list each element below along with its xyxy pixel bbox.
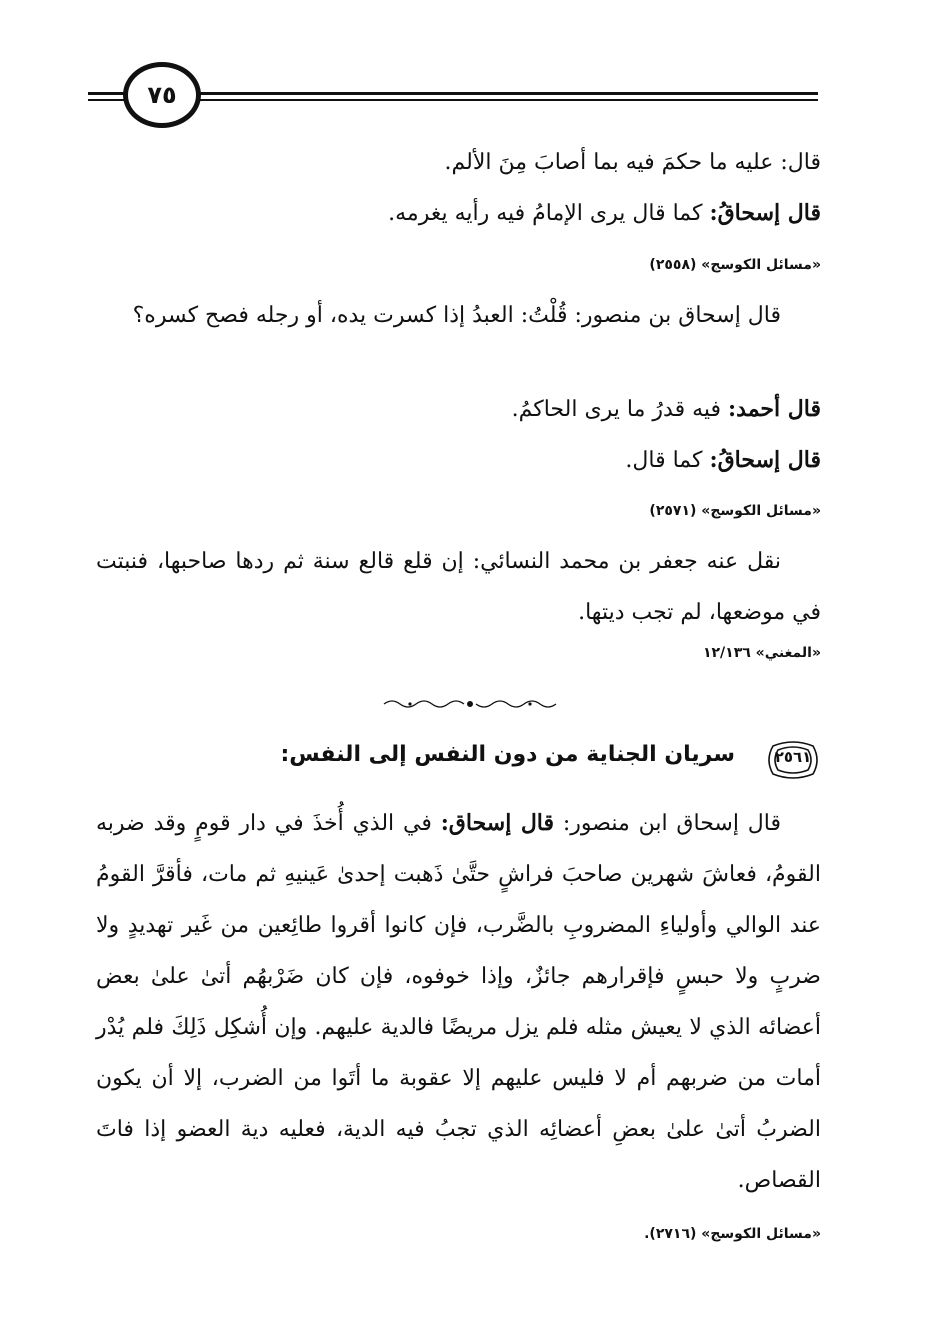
page-number: ٧٥ — [147, 81, 177, 109]
section-number: ٢٥٦١ — [774, 748, 812, 766]
block2-line2 — [96, 447, 821, 473]
block2-paragraph: قال إسحاق بن منصور: قُلْتُ: العبدُ إذا كسرت يده، أو رجله فصح كسره؟ — [132, 303, 781, 328]
block1-line1 — [96, 150, 821, 175]
section-paragraph-text: في الذي أُخذَ في دار قومٍ وقد ضربه القومُ، فعاشَ شهرين صاحبَ فراشٍ حتَّىٰ ذَهبت إحدىٰ عَينيهِ ثم مات، فأقرَّ القومُ عند الوالي وأولياءِ المضروبِ بالضَّرب، فإن كانوا أقروا طائِعين من غَير تهديدٍ ولا ضربٍ ولا حبسٍ فإقرارهم جائزٌ، وإذا خوفوه، فإن كان ضَرْبهُم أتىٰ علىٰ بعض أعضائه الذي لا يعيش مثله فلم يزل مريضًا فالدية عليهم. وإن أُشكِل ذَلِكَ فلم يُدْر أمات من ضربهم أم لا فليس عليهم إلا عقوبة ما أتَوا من الضرب، إلا أن يكون الضربُ أتىٰ علىٰ بعضِ أعضائِه الذي تجبُ فيه الدية، فعليه دية العضو إذا فاتَ القصاص. — [96, 811, 822, 1193]
section-heading-row — [200, 738, 821, 784]
block2-line2-speaker: قال إسحاقُ: — [709, 447, 821, 473]
block2-source: «مسائل الكوسج» (٢٥٧١) — [649, 503, 821, 519]
block1-source: «مسائل الكوسج» (٢٥٥٨) — [649, 257, 821, 273]
block2-line1 — [96, 396, 821, 422]
ornament-divider — [380, 697, 560, 711]
block1-line2-speaker: قال إسحاقُ: — [709, 200, 821, 226]
block1-line1-text: قال: عليه ما حكمَ فيه بما أصابَ مِنَ الألم. — [444, 150, 821, 175]
block1-line2 — [96, 200, 821, 226]
block2-line1-speaker: قال أحمد: — [728, 396, 821, 422]
section-source: «مسائل الكوسج» (٢٧١٦). — [644, 1226, 821, 1242]
block2-line2-text: كما قال. — [625, 448, 710, 473]
page-number-circle — [123, 62, 201, 128]
block3-source: «المغني» ١٢/١٣٦ — [702, 645, 821, 661]
section-paragraph-lead: قال إسحاق ابن منصور: — [554, 811, 781, 836]
block3-paragraph: نقل عنه جعفر بن محمد النسائي: إن قلع قالع سنة ثم ردها صاحبها، فنبتت في موضعها، لم تجب ديتها. — [96, 549, 821, 625]
section-paragraph — [96, 798, 821, 1206]
section-title: سريان الجناية من دون النفس إلى النفس: — [280, 742, 735, 767]
section-paragraph-speaker: قال إسحاق: — [440, 810, 555, 836]
page-header — [88, 62, 818, 128]
block2-line1-text: فيه قدرُ ما يرى الحاكمُ. — [511, 397, 729, 422]
block1-line2-text: كما قال يرى الإمامُ فيه رأيه يغرمه. — [388, 201, 710, 226]
